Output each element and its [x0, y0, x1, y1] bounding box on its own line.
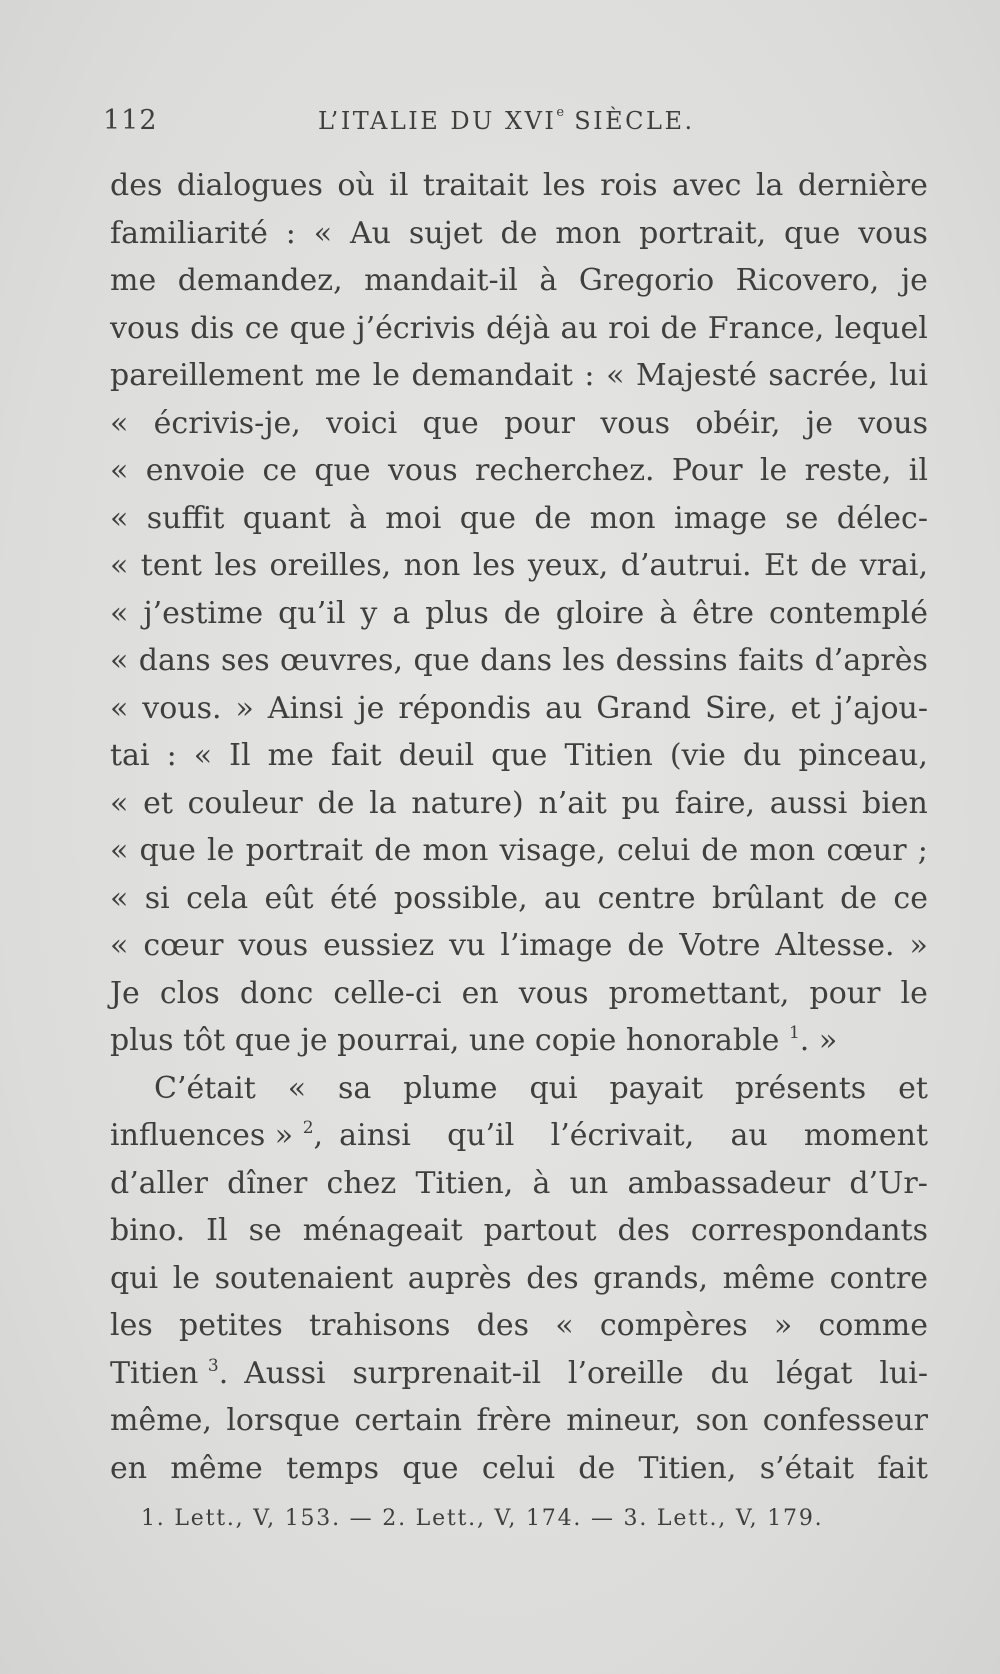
text-line: C’était « sa plume qui payait présents et [154, 1070, 928, 1106]
line-text: Titien $^3$. [110, 1355, 229, 1391]
text-line: même, lorsque certain frère mineur, son confesseur [110, 1403, 928, 1438]
text-line: tai : « Il me fait deuil que Titien (vie du pinceau, [110, 738, 928, 773]
line-text: . » [799, 1023, 838, 1058]
footnote-ref: 1 [788, 1023, 800, 1043]
line-text: influences » $^2$, [110, 1118, 324, 1153]
text-line: bino. Il se ménageait partout des correspondants [110, 1213, 928, 1248]
text-line: « et couleur de la nature) n’ait pu faire, aussi bien [110, 785, 928, 821]
text-line: Je clos donc celle-ci en vous promettant, pour le [110, 975, 928, 1011]
text-line: « dans ses œuvres, que dans les dessins faits d’après [110, 643, 928, 678]
text-line: « que le portrait de mon visage, celui de mon cœur ; [110, 833, 928, 868]
page-header [103, 105, 933, 145]
text-line: « vous. » Ainsi je répondis au Grand Sire, et j’ajou- [110, 690, 928, 726]
footnotes: 1. Lett., V, 153. — 2. Lett., V, 174. — 3. Lett., V, 179. [141, 1506, 824, 1531]
text-line: pareillement me le demandait : « Majesté sacrée, lui [110, 358, 928, 393]
text-line: « si cela eût été possible, au centre brûlant de ce [110, 880, 928, 916]
text-line: « j’estime qu’il y a plus de gloire à être contemplé [110, 595, 928, 631]
text-line: « écrivis-je, voici que pour vous obéir, je vous [110, 405, 928, 441]
text-line: en même temps que celui de Titien, s’était fait [110, 1450, 928, 1486]
text-line [110, 1017, 928, 1065]
text-line: d’aller dîner chez Titien, à un ambassadeur d’Ur- [110, 1165, 928, 1201]
text-line: vous dis ce que j’écrivis déjà au roi de France, lequel [110, 310, 928, 346]
footnote-ref: 3 [207, 1355, 219, 1376]
text-line: « envoie ce que vous recherchez. Pour le reste, il [110, 453, 928, 488]
text-line: « suffit quant à moi que de mon image se délec- [110, 500, 928, 536]
text-line [110, 1112, 928, 1160]
line-text: Aussi surprenait-il l’oreille du légat lui- [244, 1355, 928, 1391]
text-line: familiarité : « Au sujet de mon portrait, que vous [110, 215, 928, 251]
page-number: 112 [103, 105, 158, 136]
text-line: « cœur vous eussiez vu l’image de Votre Altesse. » [110, 928, 928, 963]
text-line: les petites trahisons des « compères » comme [110, 1308, 928, 1343]
footnote-ref: 2 [302, 1118, 314, 1138]
line-text: plus tôt que je pourrai, une copie honorable [110, 1023, 780, 1058]
text-line: qui le soutenaient auprès des grands, même contre [110, 1260, 928, 1296]
text-line: des dialogues où il traitait les rois avec la dernière [110, 168, 928, 203]
text-line: « tent les oreilles, non les yeux, d’autrui. Et de vrai, [110, 548, 928, 583]
body-text [110, 162, 928, 1492]
line-text: ainsi qu’il l’écrivait, au moment [339, 1118, 928, 1153]
text-line [110, 1350, 928, 1398]
text-line: me demandez, mandait-il à Gregorio Ricovero, je [110, 263, 928, 298]
running-title: L’ITALIE DU XVIe SIÈCLE. [318, 105, 695, 135]
